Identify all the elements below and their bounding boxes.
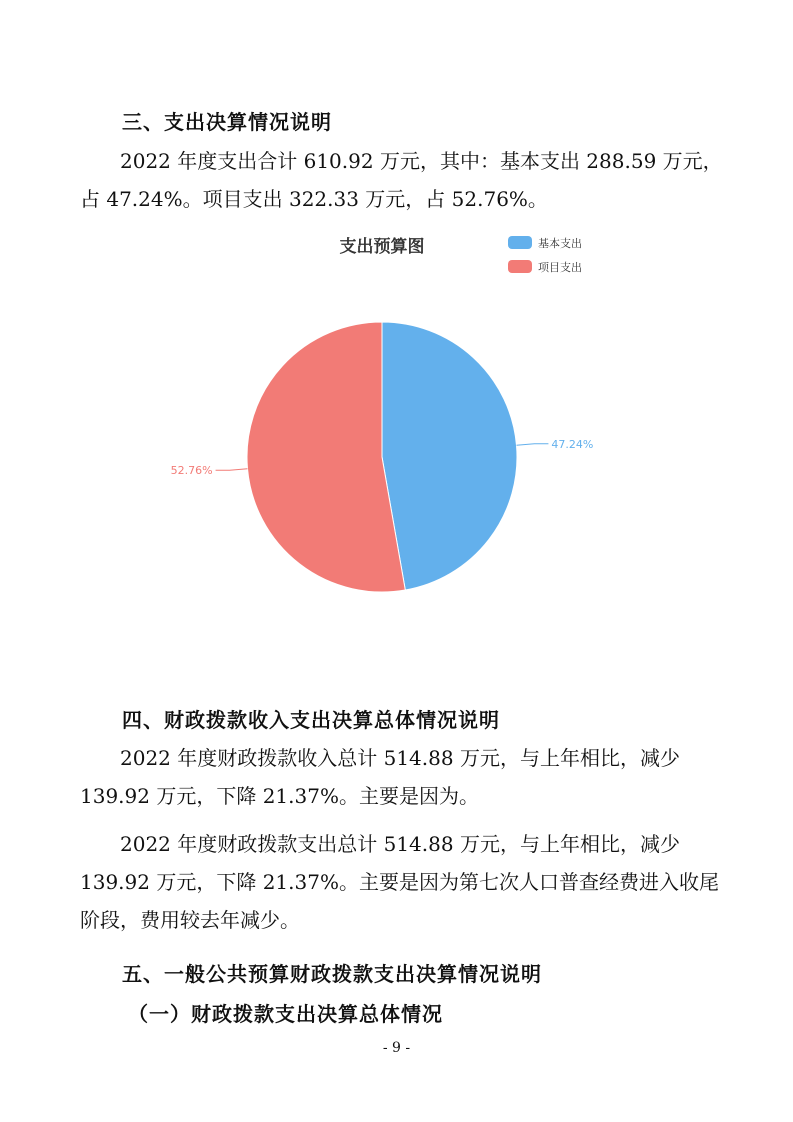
section-5-heading: 五、一般公共预算财政拨款支出决算情况说明 xyxy=(122,962,542,986)
page-number: - 9 - xyxy=(382,1040,411,1056)
paragraph-line: 139.92 万元，下降 21.37%。主要是因为第七次人口普查经费进入收尾 xyxy=(80,870,719,894)
section-4-paragraph-1 xyxy=(80,739,720,815)
pie-slice xyxy=(382,322,517,590)
legend-label[interactable]: 基本支出 xyxy=(538,237,582,250)
legend-label[interactable]: 项目支出 xyxy=(538,261,582,274)
slice-label: 52.76% xyxy=(170,464,213,478)
legend-swatch[interactable] xyxy=(508,236,532,249)
label-leader-line xyxy=(216,469,248,471)
section-4-heading: 四、财政拨款收入支出决算总体情况说明 xyxy=(122,708,500,732)
paragraph-line: 139.92 万元，下降 21.37%。主要是因为。 xyxy=(80,784,479,808)
paragraph-line: 阶段，费用较去年减少。 xyxy=(80,908,300,932)
chart-legend xyxy=(508,236,582,274)
paragraph-line: 2022 年度财政拨款收入总计 514.88 万元，与上年相比，减少 xyxy=(120,746,680,770)
expenditure-pie-chart xyxy=(150,226,630,626)
pie-slices xyxy=(247,322,517,592)
paragraph-line: 占 47.24%。项目支出 322.33 万元，占 52.76%。 xyxy=(80,187,548,211)
pie-slice xyxy=(247,322,405,592)
label-leader-line xyxy=(516,444,548,446)
section-4-paragraph-2 xyxy=(80,825,720,939)
slice-label: 47.24% xyxy=(551,437,594,451)
section-5-subheading: （一）财政拨款支出决算总体情况 xyxy=(128,1002,443,1026)
paragraph-line: 2022 年度财政拨款支出总计 514.88 万元，与上年相比，减少 xyxy=(120,832,680,856)
section-3-heading: 三、支出决算情况说明 xyxy=(122,110,332,134)
legend-swatch[interactable] xyxy=(508,260,532,273)
section-3-paragraph xyxy=(80,142,723,218)
chart-title: 支出预算图 xyxy=(339,237,425,257)
paragraph-line: 2022 年度支出合计 610.92 万元，其中：基本支出 288.59 万元， xyxy=(120,149,723,173)
